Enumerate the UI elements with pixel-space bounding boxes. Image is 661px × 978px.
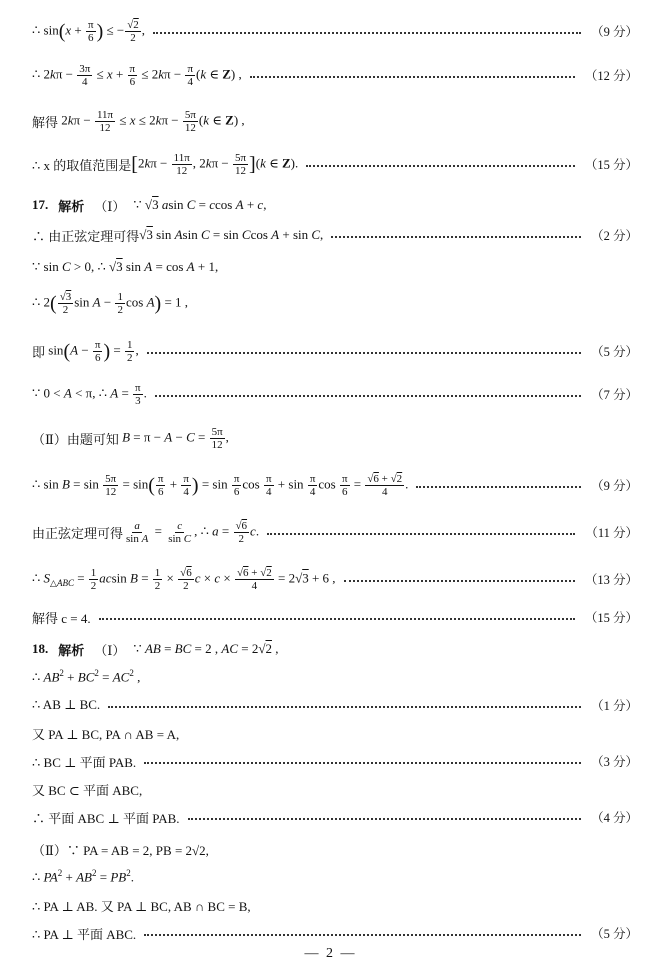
score-label: （2 分） [591,229,638,243]
score-label: （1 分） [591,699,638,713]
solution-line: 由正弦定理可得 $\frac{a}{\text{sin A}}$ = $\frac{c}{\text{sin C}}$ , ∴ a = $\frac{√6}{2}$ c. （11 分） [32,519,638,545]
dot-leader [155,395,581,397]
part-label: （Ⅰ） [94,642,126,658]
dot-leader [331,236,581,238]
score-label: （9 分） [591,25,638,39]
solution-line [32,806,638,828]
score-label: （12 分） [584,69,638,83]
score-label: （9 分） [591,479,638,493]
line-text: 又 PA ⊥ BC, PA ∩ AB = A, [32,726,180,742]
dot-leader [344,580,575,582]
dot-leader [99,618,575,620]
solution-line: （Ⅱ）由题可知 B = π − A − C = $\frac{5\pi}{12}$ , [32,425,229,451]
solution-line [32,778,638,800]
solution-line [32,894,638,916]
solution-line: ∵ 0 < A < π, ∴ A = $\frac{\pi}{3}$ . （7 分） [32,381,638,407]
solution-line: ∴ x 的取值范围是 [2kπ − $\frac{11\pi}{12}$ , 2kπ − $\frac{5\pi}{12}$ ](k ∈ Z). （15 分） [32,151,638,177]
line-text: 又 BC ⊂ 平面 ABC, [32,782,143,798]
score-label: （13 分） [584,573,638,587]
analysis-label: 解析 [58,198,85,214]
line-text: ∴ 由正弦定理可得 [32,228,140,244]
dot-leader [153,32,581,34]
question-number: 17. [32,197,49,212]
solution-line: ∴ $S_{\triangle ABC}$ = $\frac{1}{2}$ acsin B = $\frac{1}{2}$ × $\frac{√6}{2}$ c × c × $\frac{√6 + √2}{4}$ = 2√3 + 6 , （13 分） [32,566,638,592]
question-header: 17. 解析 （Ⅰ） ∵ √3 asin C = ccos A + c, [32,197,267,214]
dot-leader [188,818,582,820]
page-number: — 2 — [304,946,357,961]
dot-leader [416,486,581,488]
line-text: ∴ BC ⊥ 平面 PAB. [32,754,137,770]
line-text: ∴ PA ⊥ AB. 又 PA ⊥ BC, AB ∩ BC = B, [32,898,251,914]
solution-line: ∴ 由正弦定理可得 √3 sin Asin C = sin Ccos A + sin C, （2 分） [32,227,638,244]
dot-leader [267,533,575,535]
analysis-label: 解析 [58,642,85,658]
question-header: 18. 解析 （Ⅰ） ∵ AB = BC = 2 , AC = 2√2 , [32,641,279,658]
dot-leader [147,352,581,354]
score-label: （15 分） [584,158,638,172]
solution-line [32,750,638,772]
score-label: （5 分） [591,345,638,359]
solution-line: ∴ 2( $\frac{√3}{2}$ sin A − $\frac{1}{2}$ cos A) = 1 , [32,290,189,316]
line-text: ∴ AB ⊥ BC. [32,697,101,712]
dot-leader [306,165,575,167]
part-label: （Ⅰ） [94,198,126,214]
solution-line: ∵ sin C > 0, ∴ √3 sin A = cos A + 1, [32,259,219,274]
line-text: （Ⅱ）∵ PA = AB = 2, PB = 2√2, [32,842,209,858]
score-label: （4 分） [591,811,638,825]
line-text: （Ⅱ）由题可知 [32,431,119,447]
score-label: （5 分） [591,927,638,941]
dot-leader [108,706,581,708]
dot-leader [144,762,581,764]
dot-leader [250,76,575,78]
score-label: （11 分） [585,526,638,540]
solution-line [32,838,638,860]
solution-line: ∴ sin B = sin $\frac{5\pi}{12}$ = sin( $\frac{\pi}{6}$ + $\frac{\pi}{4}$ ) = sin $\frac{\pi}{6}$ cos $\frac{\pi}{4}$ + sin $\frac{\pi}{4}$ cos $\frac{\pi}{6}$ = $\frac{√6 + √2}{4}$ . （9 分） [32,472,638,498]
line-text: 解得 [32,114,59,130]
line-text: ∴ 平面 ABC ⊥ 平面 PAB. [32,810,180,826]
line-text: 解得 c = 4. [32,610,91,626]
line-text: ∴ PA ⊥ 平面 ABC. [32,926,137,942]
solution-line: ∴ $PA^2 + AB^2 = PB^2$. [32,868,134,885]
score-label: （3 分） [591,755,638,769]
solution-line [32,606,638,628]
question-number: 18. [32,641,49,656]
solution-line: ∴ sin(x + $\frac{\pi}{6}$ ) ≤ − $\frac{√2}{2}$ , （9 分） [32,18,638,44]
solution-line [32,694,638,716]
score-label: （7 分） [591,388,638,402]
line-text: 即 [32,344,46,360]
solution-line: ∴ 2kπ − $\frac{3\pi}{4}$ ≤ x + $\frac{\pi}{6}$ ≤ 2kπ − $\frac{\pi}{4}$ (k ∈ Z) , （12 分） [32,62,638,88]
solution-line [32,922,638,944]
dot-leader [144,934,581,936]
solution-line: 解得 2kπ − $\frac{11\pi}{12}$ ≤ x ≤ 2kπ − $\frac{5\pi}{12}$ (k ∈ Z) , [32,108,245,134]
solution-line: ∴ $AB^2 + BC^2 = AC^2$ , [32,668,141,685]
solution-line [32,722,638,744]
score-label: （15 分） [584,611,638,625]
line-text: ∴ x 的取值范围是 [32,157,132,173]
solution-line: 即 sin(A − $\frac{\pi}{6}$ ) = $\frac{1}{2}$ , （5 分） [32,338,638,364]
line-text: 由正弦定理可得 [32,525,124,541]
